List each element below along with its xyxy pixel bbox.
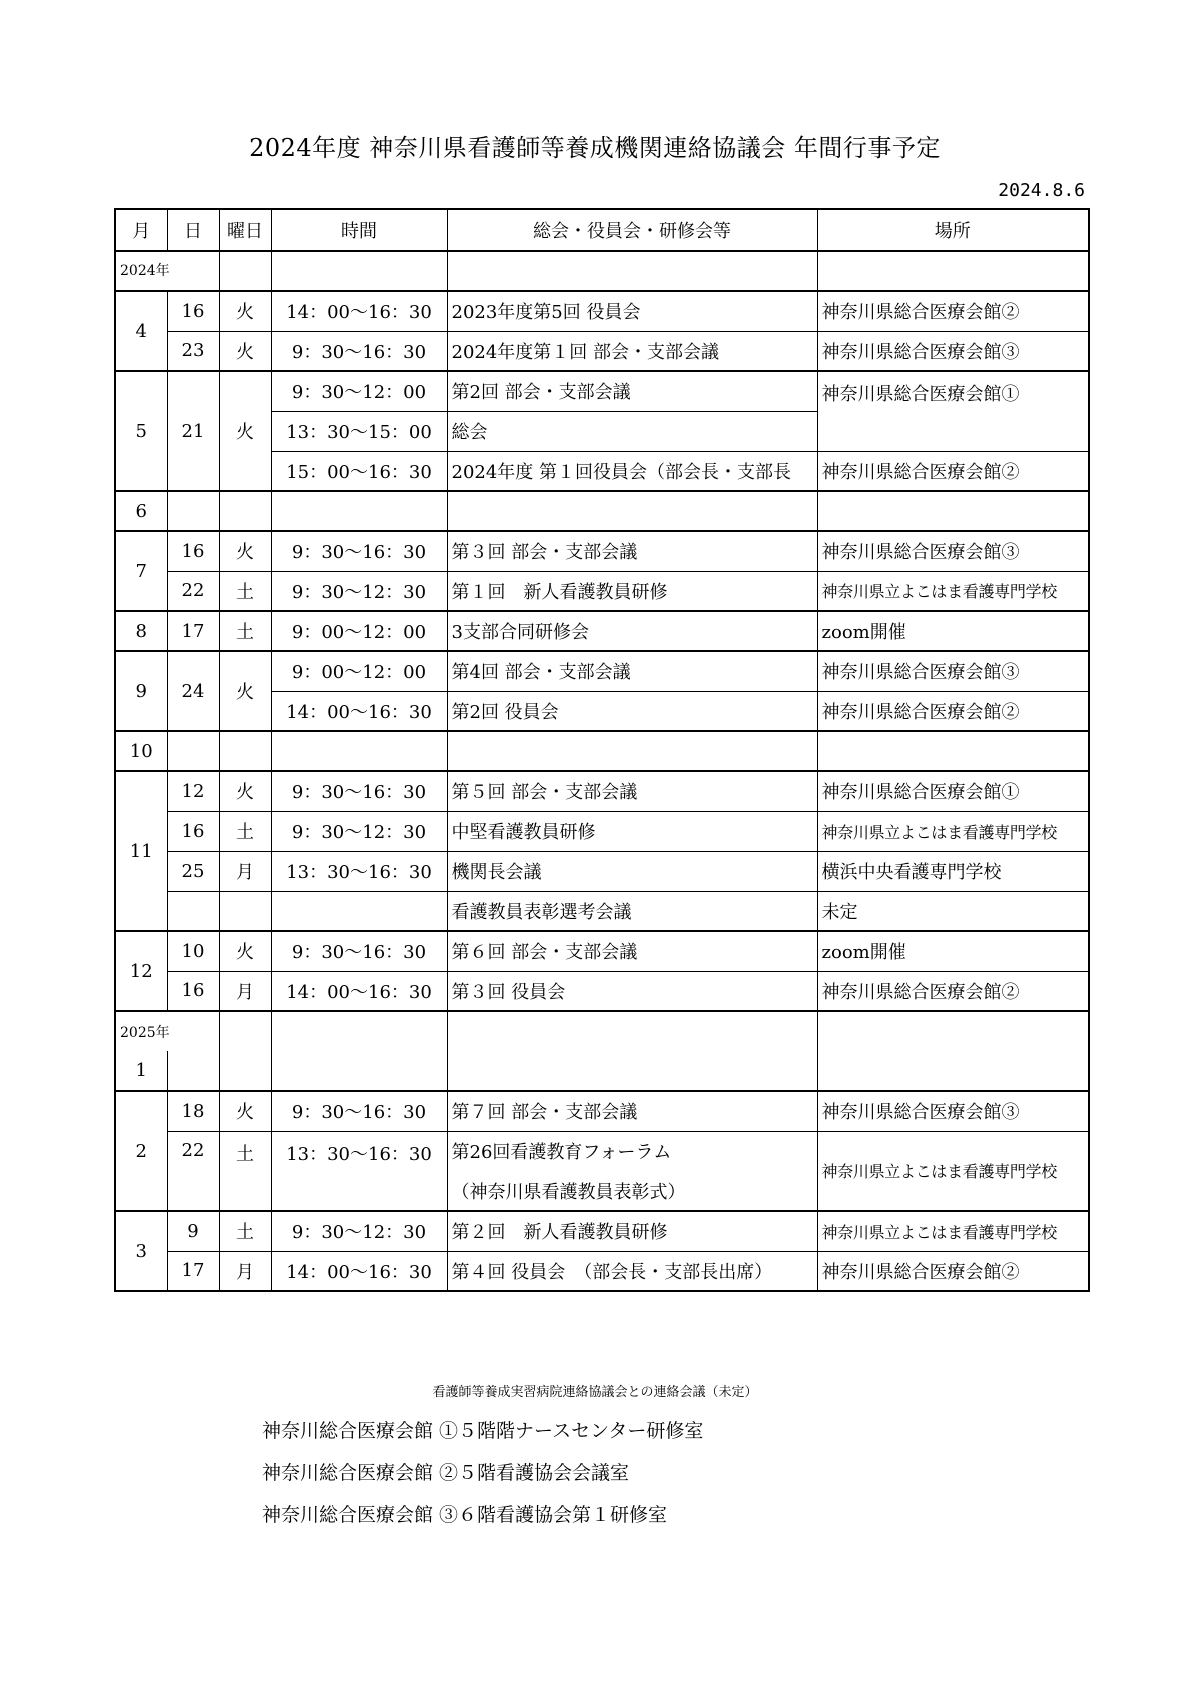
weekday-cell: 月 (219, 851, 271, 891)
event-cell: 第１回 新人看護教員研修 (447, 571, 817, 611)
place-cell: 神奈川県総合医療会館③ (817, 1091, 1089, 1131)
table-row (115, 491, 1089, 531)
event-cell: 総会 (447, 411, 817, 451)
event-cell: 2023年度第5回 役員会 (447, 291, 817, 331)
place-cell: 神奈川県総合医療会館② (817, 291, 1089, 331)
day-cell: 16 (167, 811, 219, 851)
place-cell: 神奈川県総合医療会館② (817, 1251, 1089, 1291)
footnote: 看護師等養成実習病院連絡協議会との連絡会議（未定） (432, 1385, 758, 1400)
event-cell: 第２回 新人看護教員研修 (447, 1211, 817, 1251)
event-cell: 第７回 部会・支部会議 (447, 1091, 817, 1131)
table-row (115, 1211, 1089, 1251)
day-cell: 21 (167, 371, 219, 491)
event-cell: 3支部合同研修会 (447, 611, 817, 651)
table-row (115, 291, 1089, 331)
day-cell: 12 (167, 771, 219, 811)
day-cell: 17 (167, 611, 219, 651)
time-cell: 9：30〜16：30 (271, 331, 447, 371)
event-cell: 第３回 役員会 (447, 971, 817, 1011)
weekday-cell: 月 (219, 971, 271, 1011)
event-cell: 第2回 役員会 (447, 691, 817, 731)
header-event: 総会・役員会・研修会等 (447, 209, 817, 251)
legend-item: 神奈川総合医療会館 ③６階看護協会第１研修室 (262, 1504, 668, 1526)
weekday-cell: 火 (219, 331, 271, 371)
day-cell: 10 (167, 931, 219, 971)
month-cell: 5 (115, 371, 167, 491)
empty-cell (271, 1011, 447, 1091)
time-cell: 9：00〜12：00 (271, 651, 447, 691)
weekday-cell: 土 (219, 611, 271, 651)
event-cell: 第26回看護教育フォーラム (447, 1131, 817, 1171)
table-row (115, 731, 1089, 771)
table-row (115, 251, 1089, 291)
month-cell: 6 (115, 491, 167, 531)
month-cell: 3 (115, 1211, 167, 1291)
table-row (115, 811, 1089, 851)
time-cell: 14：00〜16：30 (271, 1251, 447, 1291)
table-row (115, 771, 1089, 811)
event-cell: 第６回 部会・支部会議 (447, 931, 817, 971)
weekday-cell: 土 (219, 571, 271, 611)
table-row (115, 371, 1089, 411)
weekday-cell: 火 (219, 931, 271, 971)
day-cell: 22 (167, 1131, 219, 1211)
place-cell: zoom開催 (817, 931, 1089, 971)
place-cell: 神奈川県立よこはま看護専門学校 (817, 571, 1089, 611)
month-cell: 7 (115, 531, 167, 611)
place-cell: 横浜中央看護専門学校 (817, 851, 1089, 891)
table-row (115, 1251, 1089, 1291)
place-cell: 神奈川県総合医療会館③ (817, 651, 1089, 691)
header-place: 場所 (817, 209, 1089, 251)
empty-cell (271, 491, 447, 531)
table-row (115, 891, 1089, 931)
legend-item: 神奈川総合医療会館 ①５階階ナースセンター研修室 (262, 1420, 704, 1442)
place-cell: 神奈川県総合医療会館① (817, 371, 1089, 451)
place-cell: zoom開催 (817, 611, 1089, 651)
weekday-cell: 火 (219, 1091, 271, 1131)
table-row (115, 1131, 1089, 1171)
empty-cell (219, 731, 271, 771)
day-cell: 22 (167, 571, 219, 611)
table-row (115, 931, 1089, 971)
time-cell: 13：30〜16：30 (271, 851, 447, 891)
time-cell: 9：30〜16：30 (271, 531, 447, 571)
place-cell: 神奈川県総合医療会館② (817, 971, 1089, 1011)
time-cell: 9：30〜16：30 (271, 771, 447, 811)
event-cell: 第2回 部会・支部会議 (447, 371, 817, 411)
weekday-cell: 月 (219, 1251, 271, 1291)
month-cell: 12 (115, 931, 167, 1011)
year-label-2024: 2024年 (115, 251, 219, 291)
table-row (115, 971, 1089, 1011)
day-cell: 25 (167, 851, 219, 891)
empty-cell (167, 731, 219, 771)
time-cell: 9：30〜12：30 (271, 571, 447, 611)
time-cell: 9：30〜16：30 (271, 1091, 447, 1131)
weekday-cell: 土 (219, 1131, 271, 1211)
event-cell: 機関長会議 (447, 851, 817, 891)
place-cell: 神奈川県総合医療会館③ (817, 331, 1089, 371)
empty-cell (817, 251, 1089, 291)
day-cell: 16 (167, 291, 219, 331)
event-cell: 2024年度第１回 部会・支部会議 (447, 331, 817, 371)
table-row (115, 851, 1089, 891)
table-row (115, 571, 1089, 611)
header-weekday: 曜日 (219, 209, 271, 251)
table-row (115, 1091, 1089, 1131)
header-time: 時間 (271, 209, 447, 251)
empty-cell (447, 731, 817, 771)
header-day: 日 (167, 209, 219, 251)
place-cell: 神奈川県総合医療会館② (817, 451, 1089, 491)
empty-cell (817, 491, 1089, 531)
time-cell: 9：30〜12：30 (271, 1211, 447, 1251)
month-cell: 11 (115, 771, 167, 931)
time-cell: 9：30〜12：30 (271, 811, 447, 851)
weekday-cell: 火 (219, 531, 271, 571)
place-cell: 未定 (817, 891, 1089, 931)
empty-cell (271, 731, 447, 771)
time-cell: 14：00〜16：30 (271, 971, 447, 1011)
day-cell: 17 (167, 1251, 219, 1291)
table-row (115, 1011, 1089, 1051)
empty-cell (271, 891, 447, 931)
schedule-table (114, 208, 1090, 1292)
month-cell: 2 (115, 1091, 167, 1211)
place-cell: 神奈川県総合医療会館① (817, 771, 1089, 811)
legend-item: 神奈川総合医療会館 ②５階看護協会会議室 (262, 1462, 630, 1484)
event-cell: 中堅看護教員研修 (447, 811, 817, 851)
weekday-cell: 火 (219, 651, 271, 731)
empty-cell (167, 491, 219, 531)
time-cell: 14：00〜16：30 (271, 291, 447, 331)
empty-cell (447, 251, 817, 291)
place-cell: 神奈川県総合医療会館③ (817, 531, 1089, 571)
weekday-cell: 土 (219, 1211, 271, 1251)
empty-cell (817, 731, 1089, 771)
day-cell: 16 (167, 971, 219, 1011)
day-cell: 9 (167, 1211, 219, 1251)
day-cell: 18 (167, 1091, 219, 1131)
empty-cell (817, 1011, 1089, 1091)
empty-cell (219, 891, 271, 931)
empty-cell (447, 1011, 817, 1091)
place-cell: 神奈川県立よこはま看護専門学校 (817, 1211, 1089, 1251)
table-row (115, 611, 1089, 651)
place-cell: 神奈川県総合医療会館② (817, 691, 1089, 731)
header-row (115, 209, 1089, 251)
time-cell: 9：30〜12：00 (271, 371, 447, 411)
weekday-cell: 土 (219, 811, 271, 851)
month-cell: 1 (115, 1051, 167, 1091)
event-cell: 第３回 部会・支部会議 (447, 531, 817, 571)
empty-cell (447, 491, 817, 531)
weekday-cell: 火 (219, 291, 271, 331)
header-month: 月 (115, 209, 167, 251)
time-cell: 9：00〜12：00 (271, 611, 447, 651)
empty-cell (219, 491, 271, 531)
event-cell: 2024年度 第１回役員会（部会長・支部長 (447, 451, 817, 491)
empty-cell (167, 891, 219, 931)
time-cell: 13：30〜16：30 (271, 1131, 447, 1211)
month-cell: 10 (115, 731, 167, 771)
event-cell: 第５回 部会・支部会議 (447, 771, 817, 811)
event-cell: 看護教員表彰選考会議 (447, 891, 817, 931)
place-cell: 神奈川県立よこはま看護専門学校 (817, 1131, 1089, 1211)
time-cell: 14：00〜16：30 (271, 691, 447, 731)
day-cell: 16 (167, 531, 219, 571)
table-row (115, 651, 1089, 691)
empty-cell (219, 1011, 271, 1091)
event-cell: 第4回 部会・支部会議 (447, 651, 817, 691)
weekday-cell: 火 (219, 771, 271, 811)
empty-cell (271, 251, 447, 291)
day-cell: 23 (167, 331, 219, 371)
day-cell: 24 (167, 651, 219, 731)
month-cell: 8 (115, 611, 167, 651)
time-cell: 13：30〜15：00 (271, 411, 447, 451)
place-cell: 神奈川県立よこはま看護専門学校 (817, 811, 1089, 851)
empty-cell (219, 251, 271, 291)
month-cell: 4 (115, 291, 167, 371)
time-cell: 9：30〜16：30 (271, 931, 447, 971)
event-cell: 第４回 役員会 （部会長・支部長出席） (447, 1251, 817, 1291)
year-label-2025: 2025年 (115, 1011, 219, 1051)
weekday-cell: 火 (219, 371, 271, 491)
document-title: 2024年度 神奈川県看護師等養成機関連絡協議会 年間行事予定 (249, 134, 941, 162)
document-date: 2024.8.6 (998, 180, 1085, 201)
table-row (115, 531, 1089, 571)
time-cell: 15：00〜16：30 (271, 451, 447, 491)
table-row (115, 331, 1089, 371)
event-cell-line2: （神奈川県看護教員表彰式） (447, 1171, 817, 1211)
month-cell: 9 (115, 651, 167, 731)
empty-cell (167, 1051, 219, 1091)
